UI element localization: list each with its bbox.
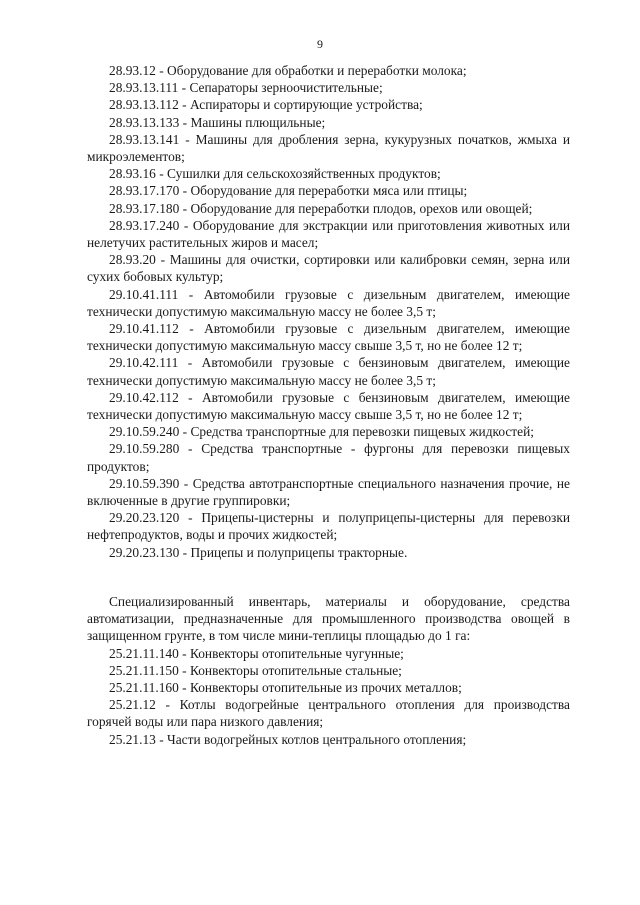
list-item: 29.10.59.240 - Средства транспортные для перевозки пищевых жидкостей; — [109, 424, 534, 440]
list-item: 28.93.13.133 - Машины плющильные; — [109, 114, 326, 130]
page-number: 9 — [317, 37, 323, 51]
document-body — [87, 62, 570, 748]
list-item: 29.20.23.130 - Прицепы и полуприцепы тракторные. — [109, 544, 408, 560]
list-item: 29.10.42.112 - Автомобили грузовые с бензиновым двигателем, имеющие технически допустимую максимальную массу свыше 3,5 т, но не более 12 т; — [87, 389, 570, 423]
list-item: 29.10.41.112 - Автомобили грузовые с дизельным двигателем, имеющие технически допустимую максимальную массу свыше 3,5 т, но не более 12 т; — [87, 321, 570, 354]
list-item: 29.10.41.111 - Автомобили грузовые с дизельным двигателем, имеющие технически допустимую максимальную массу не более 3,5 т; — [87, 286, 570, 319]
section-heading: Специализированный инвентарь, материалы и оборудование, средства автоматизации, предназначенные для промышленного производства овощей в защищенном грунте, в том числе мини-теплицы площадью до 1 га: — [87, 593, 570, 644]
list-item: 28.93.20 - Машины для очистки, сортировки или калибровки семян, зерна или сухих бобовых культур; — [87, 252, 570, 285]
list-item: 28.93.13.112 - Аспираторы и сортирующие устройства; — [109, 97, 423, 113]
list-item: 25.21.11.160 - Конвекторы отопительные из прочих металлов; — [109, 679, 462, 695]
list-item: 25.21.11.140 - Конвекторы отопительные чугунные; — [109, 645, 404, 661]
list-item: 29.20.23.120 - Прицепы-цистерны и полуприцепы-цистерны для перевозки нефтепродуктов, воды и прочих жидкостей; — [87, 510, 570, 543]
list-item: 28.93.17.170 - Оборудование для переработки мяса или птицы; — [109, 183, 468, 199]
list-item: 28.93.17.180 - Оборудование для переработки плодов, орехов или овощей; — [109, 200, 533, 216]
list-item: 28.93.17.240 - Оборудование для экстракции или приготовления животных или нелетучих растительных жиров и масел; — [87, 217, 570, 251]
list-item: 29.10.42.111 - Автомобили грузовые с бензиновым двигателем, имеющие технически допустимую максимальную массу не более 3,5 т; — [87, 355, 570, 388]
list-item: 28.93.13.141 - Машины для дробления зерна, кукурузных початков, жмыха и микроэлементов; — [87, 131, 570, 165]
list-item: 25.21.13 - Части водогрейных котлов центрального отопления; — [109, 731, 467, 747]
list-item: 28.93.13.111 - Сепараторы зерноочистительные; — [109, 80, 383, 96]
section-spacer — [87, 561, 570, 593]
list-item: 28.93.12 - Оборудование для обработки и переработки молока; — [109, 63, 467, 78]
list-item: 25.21.12 - Котлы водогрейные центрального отопления для производства горячей воды или пара низкого давления; — [87, 697, 570, 730]
list-item: 29.10.59.280 - Средства транспортные - фургоны для перевозки пищевых продуктов; — [87, 441, 570, 474]
list-item: 29.10.59.390 - Средства автотранспортные специального назначения прочие, не включенные в другие группировки; — [87, 475, 570, 509]
list-item: 28.93.16 - Сушилки для сельскохозяйственных продуктов; — [109, 166, 441, 182]
list-item: 25.21.11.150 - Конвекторы отопительные стальные; — [109, 662, 402, 678]
